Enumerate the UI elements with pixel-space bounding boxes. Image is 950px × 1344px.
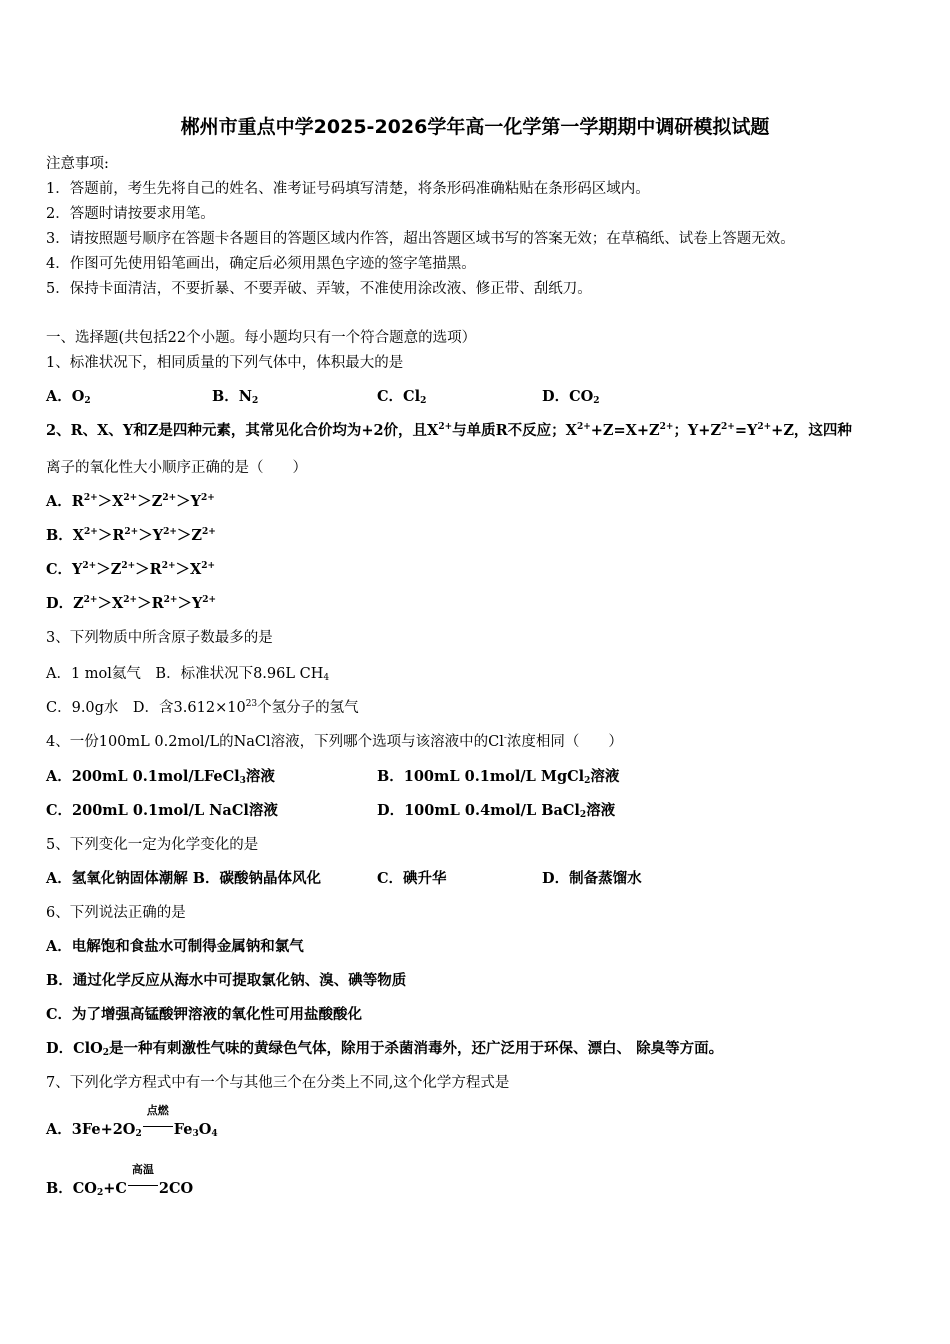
q6-option-a: A．电解饱和食盐水可制得金属钠和氯气 <box>46 938 304 955</box>
notice-item-2: 2．答题时请按要求用笔。 <box>46 206 215 222</box>
question-2-stem: 2、R、X、Y和Z是四种元素，其常见化合价均为+2价，且$X^{2+}$与单质R不反应；$X^{2+}+Z=X+Z^{2+}$；$Y+Z^{2+}=Y^{2+}+Z$，这四种 <box>46 422 852 439</box>
q6-option-c: C．为了增强高锰酸钾溶液的氧化性可用盐酸酸化 <box>46 1006 363 1023</box>
q2-option-c: C．$Y^{2+}>Z^{2+}>R^{2+}>X^{2+}$ <box>46 561 216 578</box>
q5-option-c: C．碘升华 <box>377 870 447 887</box>
q7-option-a: A．$3Fe+2O_2$ 点燃 $Fe_3O_4$ <box>46 1104 218 1139</box>
q4-option-d: D．100mL 0.4mol/L BaCl$_2$溶液 <box>377 802 616 820</box>
q7-option-b: B．$CO_2+C$ 高温 2CO <box>46 1163 194 1198</box>
q2-option-d: D．$Z^{2+}>X^{2+}>R^{2+}>Y^{2+}$ <box>46 595 217 612</box>
q5-option-d: D．制备蒸馏水 <box>542 870 642 887</box>
reaction-arrow-line <box>143 1126 173 1127</box>
q4-option-c: C．200mL 0.1mol/L NaCl溶液 <box>46 802 278 819</box>
q1-option-d: D．$CO_2$ <box>542 388 600 406</box>
q6-option-b: B．通过化学反应从海水中可提取氯化钠、溴、碘等物质 <box>46 972 407 989</box>
notice-item-4: 4．作图可先使用铅笔画出，确定后必须用黑色字迹的签字笔描黑。 <box>46 256 476 272</box>
q3-options-ab: A．1 mol氦气 B．标准状况下8.96L $CH_4$ <box>46 666 330 683</box>
notice-item-5: 5．保持卡面清洁，不要折暴、不要弄破、弄皱，不准使用涂改液、修正带、刮纸刀。 <box>46 281 592 297</box>
question-1-stem: 1、标准状况下，相同质量的下列气体中，体积最大的是 <box>46 355 404 371</box>
notice-item-3: 3．请按照题号顺序在答题卡各题目的答题区域内作答，超出答题区域书写的答案无效；在草稿纸、试卷上答题无效。 <box>46 231 795 247</box>
page-title: 郴州市重点中学2025-2026学年高一化学第一学期期中调研模拟试题 <box>180 116 770 138</box>
question-4-stem: 4、一份100mL 0.2mol/L的NaCl溶液，下列哪个选项与该溶液中的Cl-浓度相同（ ） <box>46 733 623 750</box>
question-5-stem: 5、下列变化一定为化学变化的是 <box>46 837 259 853</box>
reaction-condition <box>143 1104 173 1134</box>
q4-option-b: B．100mL 0.1mol/L MgCl$_2$溶液 <box>377 768 620 786</box>
q1-option-c: C．$Cl_2$ <box>377 388 427 406</box>
question-3-stem: 3、下列物质中所含原子数最多的是 <box>46 630 273 646</box>
reaction-arrow-line <box>128 1185 158 1186</box>
q6-option-d: D．ClO$_2$是一种有刺激性气味的黄绿色气体，除用于杀菌消毒外，还广泛用于环保、漂白、 除臭等方面。 <box>46 1040 724 1058</box>
q4-option-a: A．200mL 0.1mol/LFeCl$_3$溶液 <box>46 768 275 786</box>
question-6-stem: 6、下列说法正确的是 <box>46 905 186 921</box>
notice-item-1: 1．答题前，考生先将自己的姓名、准考证号码填写清楚，将条形码准确粘贴在条形码区域内。 <box>46 181 650 197</box>
q5-options-ab: A．氢氧化钠固体潮解 B．碳酸钠晶体风化 <box>46 870 322 887</box>
question-7-stem: 7、下列化学方程式中有一个与其他三个在分类上不同,这个化学方程式是 <box>46 1075 510 1091</box>
question-2-stem-line2: 离子的氧化性大小顺序正确的是（ ） <box>46 460 307 476</box>
q3-options-cd: C．9.0g水 D．含$3.612\times 10^{23}$个氢分子的氢气 <box>46 699 359 716</box>
reaction-condition <box>128 1163 158 1193</box>
section-heading: 一、选择题(共包括22个小题。每小题均只有一个符合题意的选项） <box>46 330 477 346</box>
condition-label: 点燃 <box>146 1104 169 1117</box>
q2-option-a: A．$R^{2+}>X^{2+}>Z^{2+}>Y^{2+}$ <box>46 493 215 510</box>
condition-label: 高温 <box>131 1163 154 1176</box>
q1-option-a: A．$O_2$ <box>46 388 91 406</box>
q2-option-b: B．$X^{2+}>R^{2+}>Y^{2+}>Z^{2+}$ <box>46 527 216 544</box>
notice-heading: 注意事项: <box>46 156 109 172</box>
q1-option-b: B．$N_2$ <box>212 388 259 406</box>
